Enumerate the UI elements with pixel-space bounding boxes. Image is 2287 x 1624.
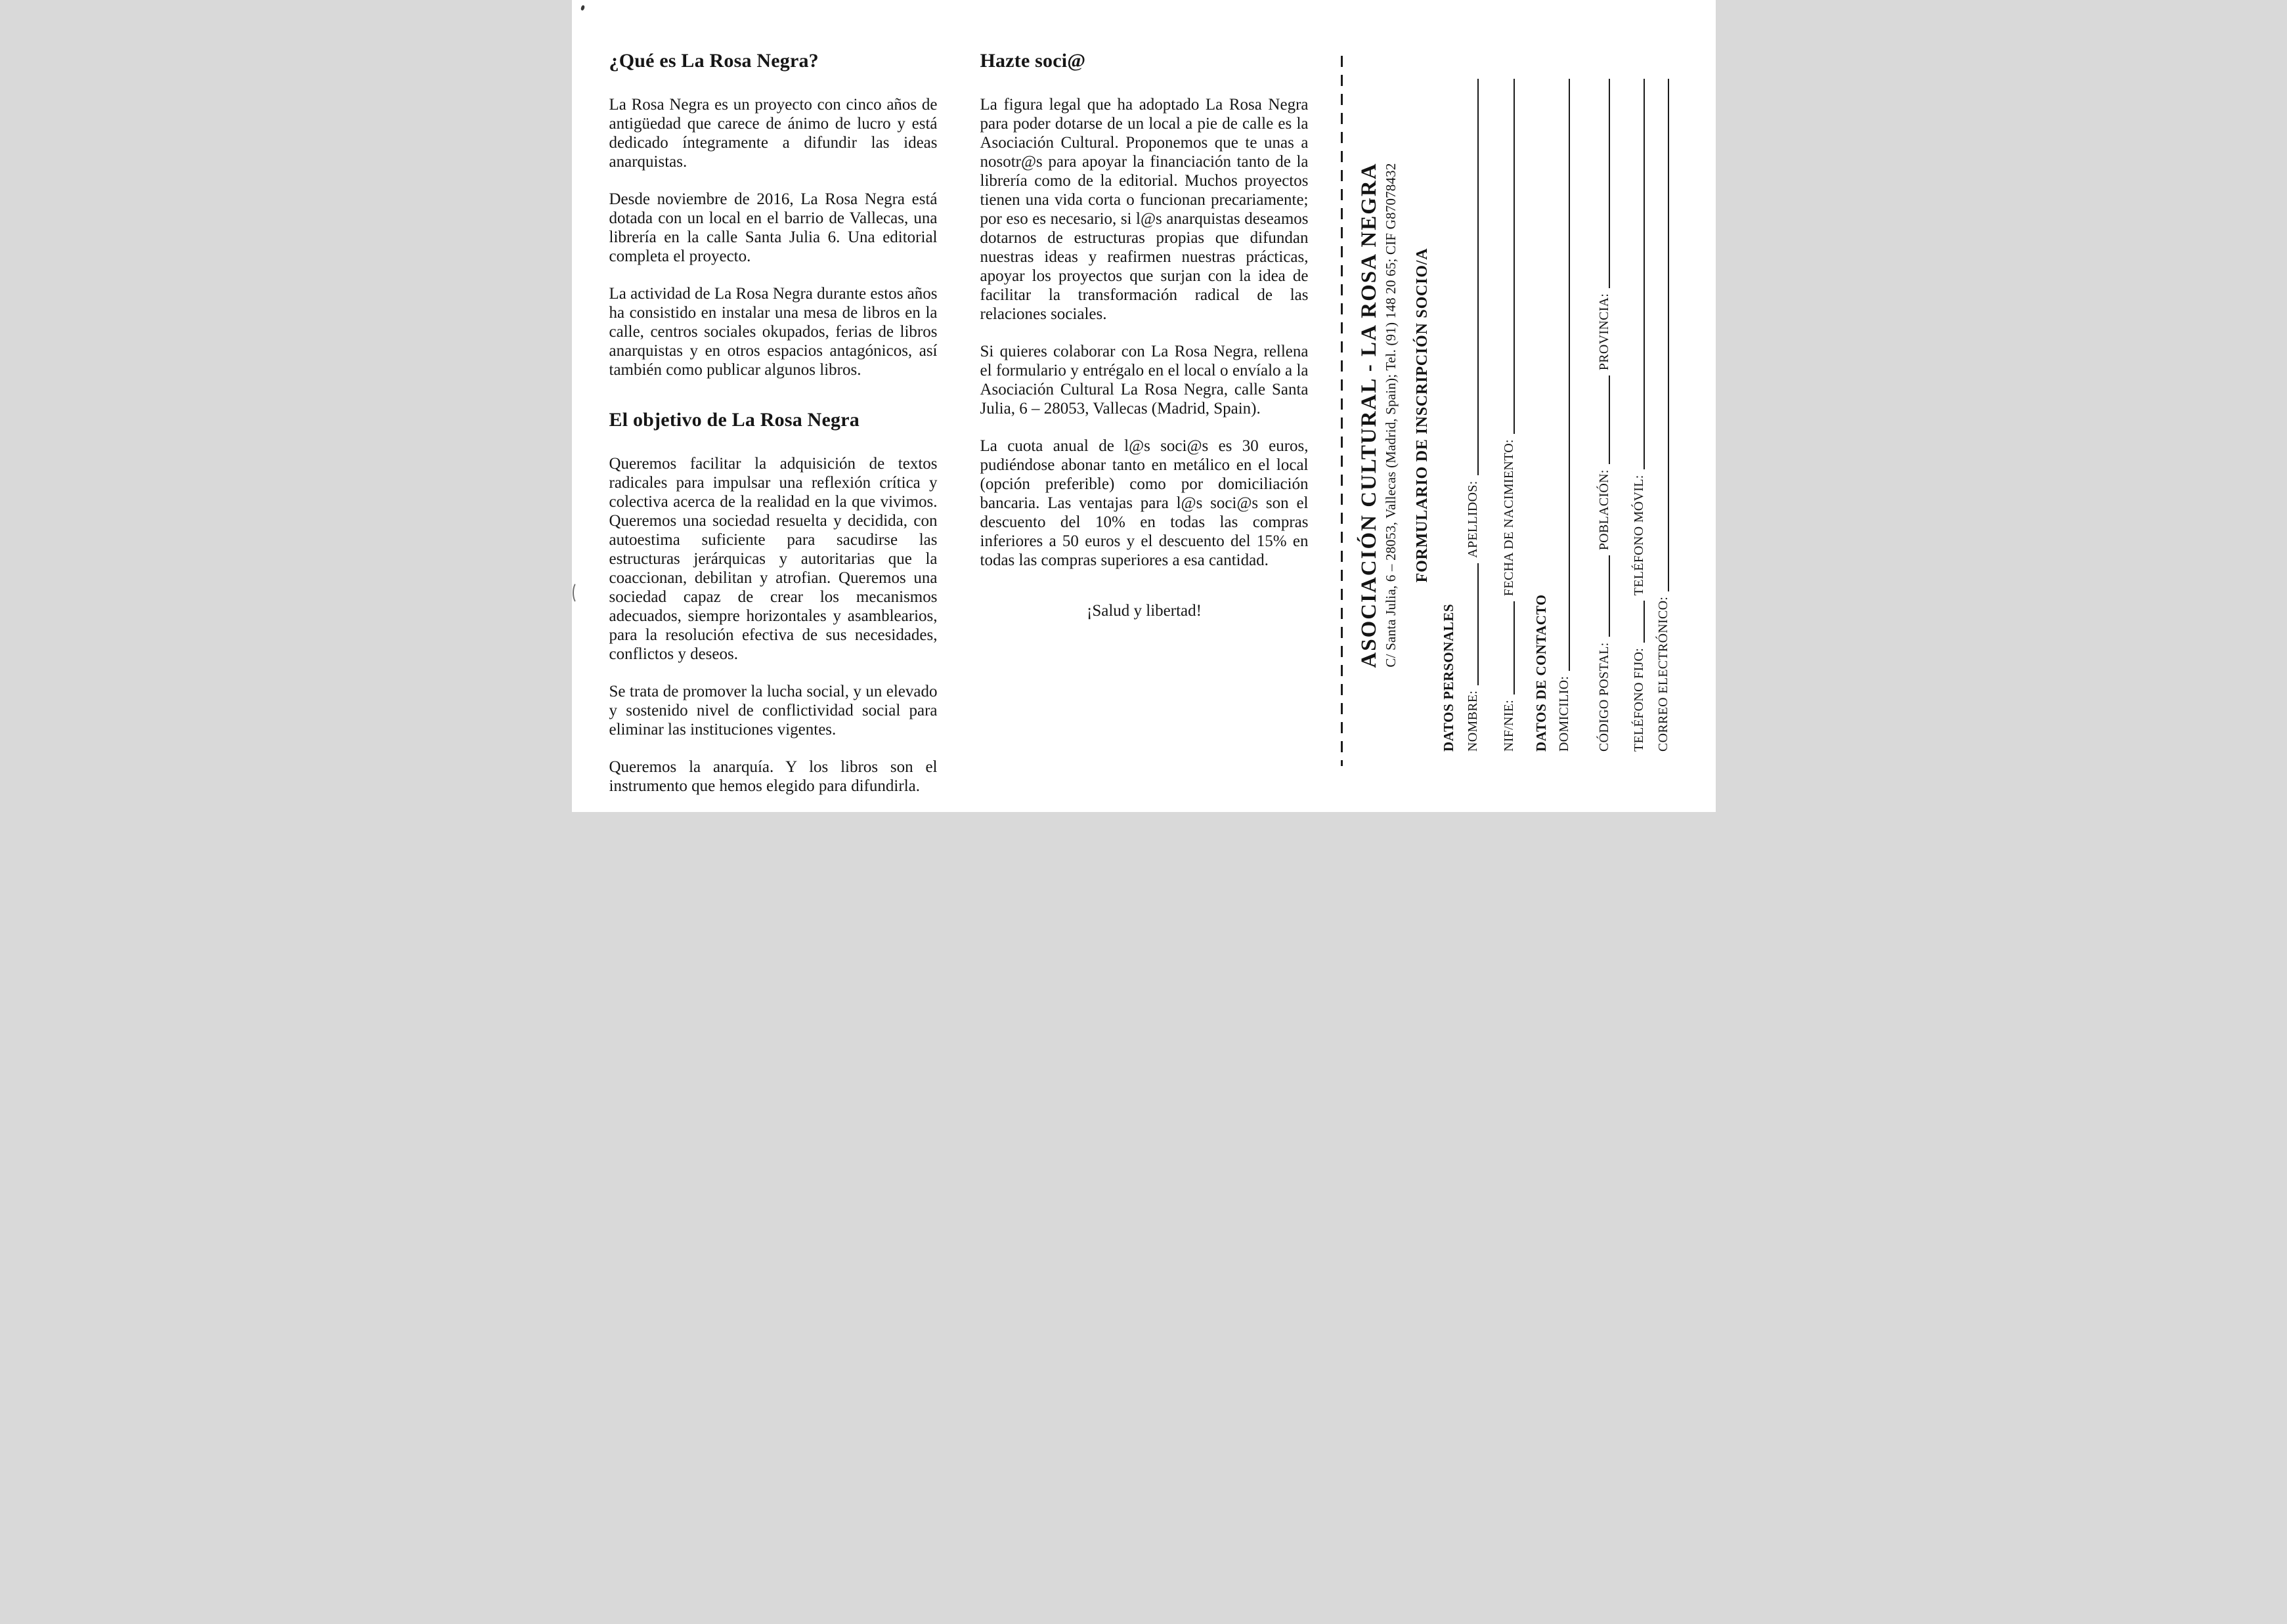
form-row-postal-city-province [1596,79,1613,752]
middle-paragraph-2: Si quieres colaborar con La Rosa Negra, rellena el formulario y entrégalo en el local o envíalo a la Asociación Cultural La Rosa Negra, calle Santa Julia, 6 – 28053, Vallecas (Madrid, Spain). [980,343,1309,417]
form-title: FORMULARIO DE INSCRIPCIÓN SOCIO/A [1413,247,1431,583]
section-title-contact-data: DATOS DE CONTACTO [1533,594,1549,752]
fecha-nacimiento-label: FECHA DE NACIMIENTO: [1501,439,1516,597]
telefono-fijo-label: TELÉFONO FIJO: [1631,647,1646,752]
nombre-label: NOMBRE: [1465,690,1480,752]
apellidos-field-line [1477,79,1479,475]
nif-nie-field-line [1514,601,1515,694]
organization-name: ASOCIACIÓN CULTURAL - LA ROSA NEGRA [1357,162,1381,668]
middle-paragraph-1: La figura legal que ha adoptado La Rosa Negra para poder dotarse de un local a pie de calle es la Asociación Cultural. Proponemos que te unas a nosotr@s para apoyar la financiación tanto de la librería como de la editorial. Muchos proyectos tienen una vida corta o funcionan precariamente; por eso es necesario, si l@s anarquistas deseamos dotarnos de estructuras propias que difundan nuestras ideas y reafirmen nuestras prácticas, apoyar los proyectos que surjan con la idea de facilitar la transformación radical de las relaciones sociales. [980,96,1309,323]
membership-form-rotated-content [1344,0,1716,812]
codigo-postal-field-line [1609,555,1610,637]
organization-address-line: C/ Santa Julia, 6 – 28053, Vallecas (Madrid, Spain); Tel. (91) 148 20 65; CIF G87078432 [1382,163,1399,668]
domicilio-field-line [1569,79,1570,671]
left-column-heading: ¿Qué es La Rosa Negra? [609,50,819,72]
closing-slogan: ¡Salud y libertad! [1087,602,1202,620]
left-column [609,49,938,812]
leaflet-scan-page [572,0,1716,812]
form-row-address [1556,79,1573,752]
correo-electronico-label: CORREO ELECTRÓNICO: [1655,596,1670,752]
left-paragraph-3: La actividad de La Rosa Negra durante estos años ha consistido en instalar una mesa de libros en la calle, centros sociales okupados, ferias de libros anarquistas y en otros espacios antagónicos, así también como publicar algunos libros. [609,285,938,379]
objective-paragraph-3: Queremos la anarquía. Y los libros son el instrumento que hemos elegido para difundirla. [609,758,938,795]
provincia-label: PROVINCIA: [1596,293,1611,371]
form-row-name [1465,79,1481,752]
fecha-nacimiento-field-line [1514,79,1515,434]
form-row-email [1655,79,1672,752]
section-title-personal-data: DATOS PERSONALES [1440,603,1456,752]
form-row-id-birthdate [1501,79,1517,752]
nif-nie-label: NIF/NIE: [1501,699,1516,752]
poblacion-label: POBLACIÓN: [1596,469,1611,551]
codigo-postal-label: CÓDIGO POSTAL: [1596,642,1611,752]
domicilio-label: DOMICILIO: [1556,675,1571,752]
left-column-subheading: El objetivo de La Rosa Negra [609,409,860,431]
apellidos-label: APELLIDOS: [1465,481,1480,558]
objective-paragraph-1: Queremos facilitar la adquisición de textos radicales para impulsar una reflexión crítica y colectiva acerca de la realidad en la que vivimos. Queremos una sociedad resuelta y decidida, con autoestima suficiente para sacudirse las estructuras jerárquicas y autoritarias que la coaccionan, debilitan y atrofian. Queremos una sociedad capaz de crear los mecanismos adecuados, siempre horizontales y asamblearios, para la resolución efectiva de sus necesidades, conflictos y deseos. [609,455,938,663]
telefono-movil-label: TELÉFONO MÓVIL: [1631,475,1646,596]
membership-form-panel [1344,0,1716,812]
left-paragraph-2: Desde noviembre de 2016, La Rosa Negra está dotada con un local en el barrio de Vallecas, una librería en la calle Santa Julia 6. Una editorial completa el proyecto. [609,190,938,265]
scan-artifact-accent [580,5,584,11]
dashed-fold-line [1341,56,1343,766]
middle-paragraph-3: La cuota anual de l@s soci@s es 30 euros, pudiéndose abonar tanto en metálico en el local (opción preferible) como por domiciliación bancaria. Las ventajas para l@s soci@s son el descuento del 10% en todas las compras inferiores a 50 euros y el descuento del 15% en todas las compras superiores a esa cantidad. [980,437,1309,569]
poblacion-field-line [1609,375,1610,464]
middle-column-heading: Hazte soci@ [980,50,1086,72]
nombre-field-line [1477,563,1479,685]
correo-electronico-field-line [1668,79,1669,591]
provincia-field-line [1609,79,1610,288]
objective-paragraph-2: Se trata de promover la lucha social, y un elevado y sostenido nivel de conflictividad social para eliminar las instituciones vigentes. [609,683,938,738]
middle-column [980,49,1309,620]
telefono-fijo-field-line [1644,601,1645,643]
scan-artifact-paren [573,582,583,604]
left-paragraph-1: La Rosa Negra es un proyecto con cinco años de antigüedad que carece de ánimo de lucro y está dedicado íntegramente a difundir las ideas anarquistas. [609,96,938,171]
form-row-phones [1631,79,1647,752]
telefono-movil-field-line [1644,79,1645,469]
